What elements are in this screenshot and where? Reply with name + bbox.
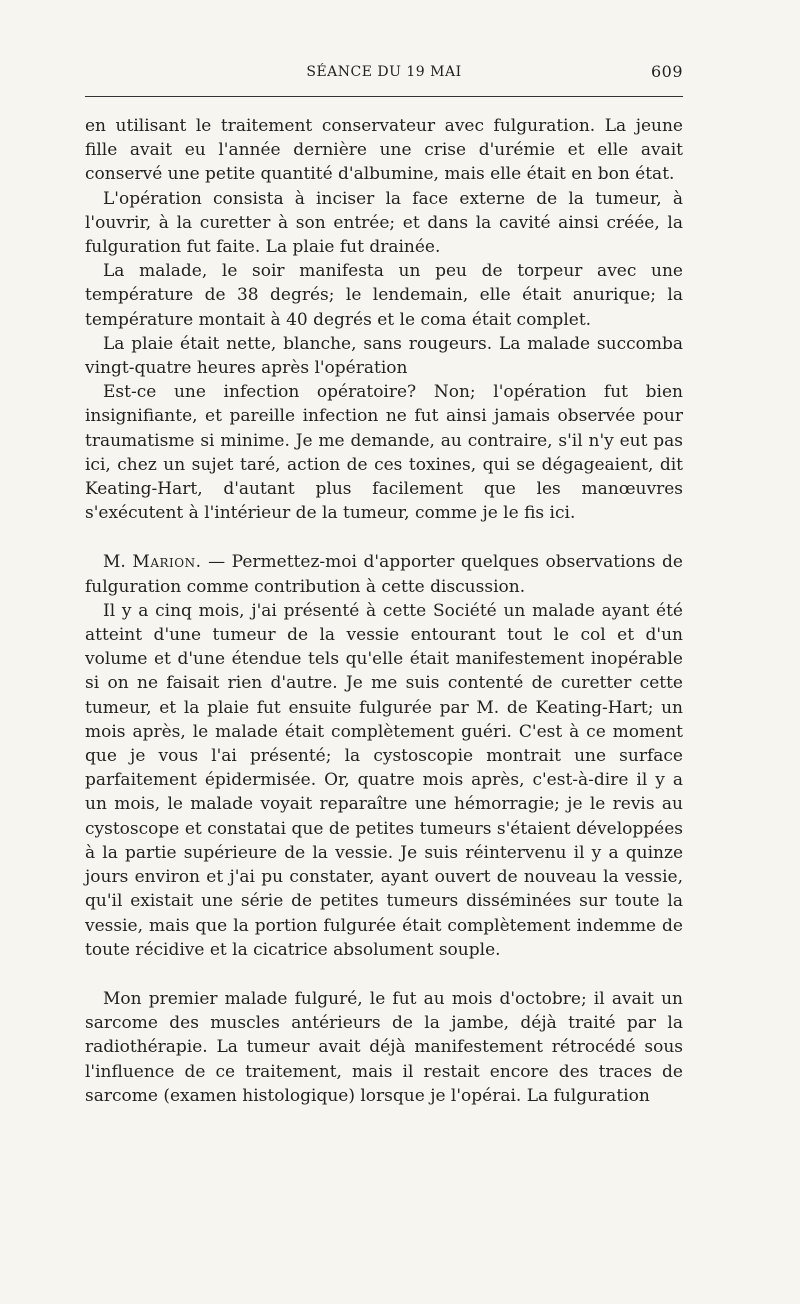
- body-text: [85, 114, 683, 1108]
- speaker-name: Marion.: [132, 552, 202, 573]
- paragraph-infection-question: Est-ce une infection opératoire? Non; l'opération fut bien insignifiante, et pareille infection ne fut ainsi jamais observée pour traumatisme si minime. Je me demande, au contraire, s'il n'y eut pas ici, chez un sujet taré, action de ces toxines, qui se dégageaient, dit Keating-Hart, d'autant plus facilement que les manœuvres s'exécutent à l'intérieur de la tumeur, comme je le fis ici.: [85, 382, 683, 524]
- paragraph-marion-intro: [85, 550, 683, 598]
- running-head: [85, 58, 683, 90]
- paragraph-wound: La plaie était nette, blanche, sans rougeurs. La malade succomba vingt-quatre heures après l'opération: [85, 333, 683, 379]
- paragraph-operation: L'opération consista à inciser la face externe de la tumeur, à l'ouvrir, à la curetter à son entrée; et dans la cavité ainsi créée, la fulguration fut faite. La plaie fut drainée.: [85, 188, 683, 258]
- header-rule: [85, 96, 683, 97]
- paragraph-continuation: en utilisant le traitement conservateur avec fulguration. La jeune fille avait eu l'année dernière une crise d'urémie et elle avait conservé une petite quantité d'albumine, mais elle était en bon état.: [85, 116, 683, 185]
- running-head-title: SÉANCE DU 19 MAI: [306, 64, 462, 80]
- paragraph-bladder-tumor-case: Il y a cinq mois, j'ai présenté à cette Société un malade ayant été atteint d'une tumeur de la vessie entourant tout le col et d'un volume et d'une étendue tels qu'elle était manifestement inopérable si on ne faisait rien d'autre. Je me suis contenté de curetter cette tumeur, et la plaie fut ensuite fulgurée par M. de Keating-Hart; un mois après, le malade était complètement guéri. C'est à ce moment que je vous l'ai présenté; la cystoscopie montrait une surface parfaitement épidermisée. Or, quatre mois après, c'est-à-dire il y a un mois, le malade voyait reparaître une hémorragie; je le revis au cystoscope et constatai que de petites tumeurs s'étaient développées à la partie supérieure de la vessie. Je suis réintervenu il y a quinze jours environ et j'ai pu constater, ayant ouvert de nouveau la vessie, qu'il existait une série de petites tumeurs disséminées sur toute la vessie, mais que la portion fulgurée était complètement indemme de toute récidive et la cicatrice absolument souple.: [85, 600, 683, 960]
- paragraph-sarcoma-case: Mon premier malade fulguré, le fut au mois d'octobre; il avait un sarcome des muscles antérieurs de la jambe, déjà traité par la radiothérapie. La tumeur avait déjà manifestement rétrocédé sous l'influence de ce traitement, mais il restait encore des traces de sarcome (examen histologique) lorsque je l'opérai. La fulguration: [85, 988, 683, 1106]
- page-number: 609: [650, 62, 683, 81]
- book-page: [85, 58, 683, 1108]
- speaker-prefix: M.: [103, 552, 133, 573]
- speaker-statement: — Permettez-moi d'apporter quelques observations de fulguration comme contribution à cette discussion.: [85, 552, 683, 597]
- paragraph-postop-course: La malade, le soir manifesta un peu de torpeur avec une température de 38 degrés; le lendemain, elle était anurique; la température montait à 40 degrés et le coma était complet.: [85, 261, 683, 330]
